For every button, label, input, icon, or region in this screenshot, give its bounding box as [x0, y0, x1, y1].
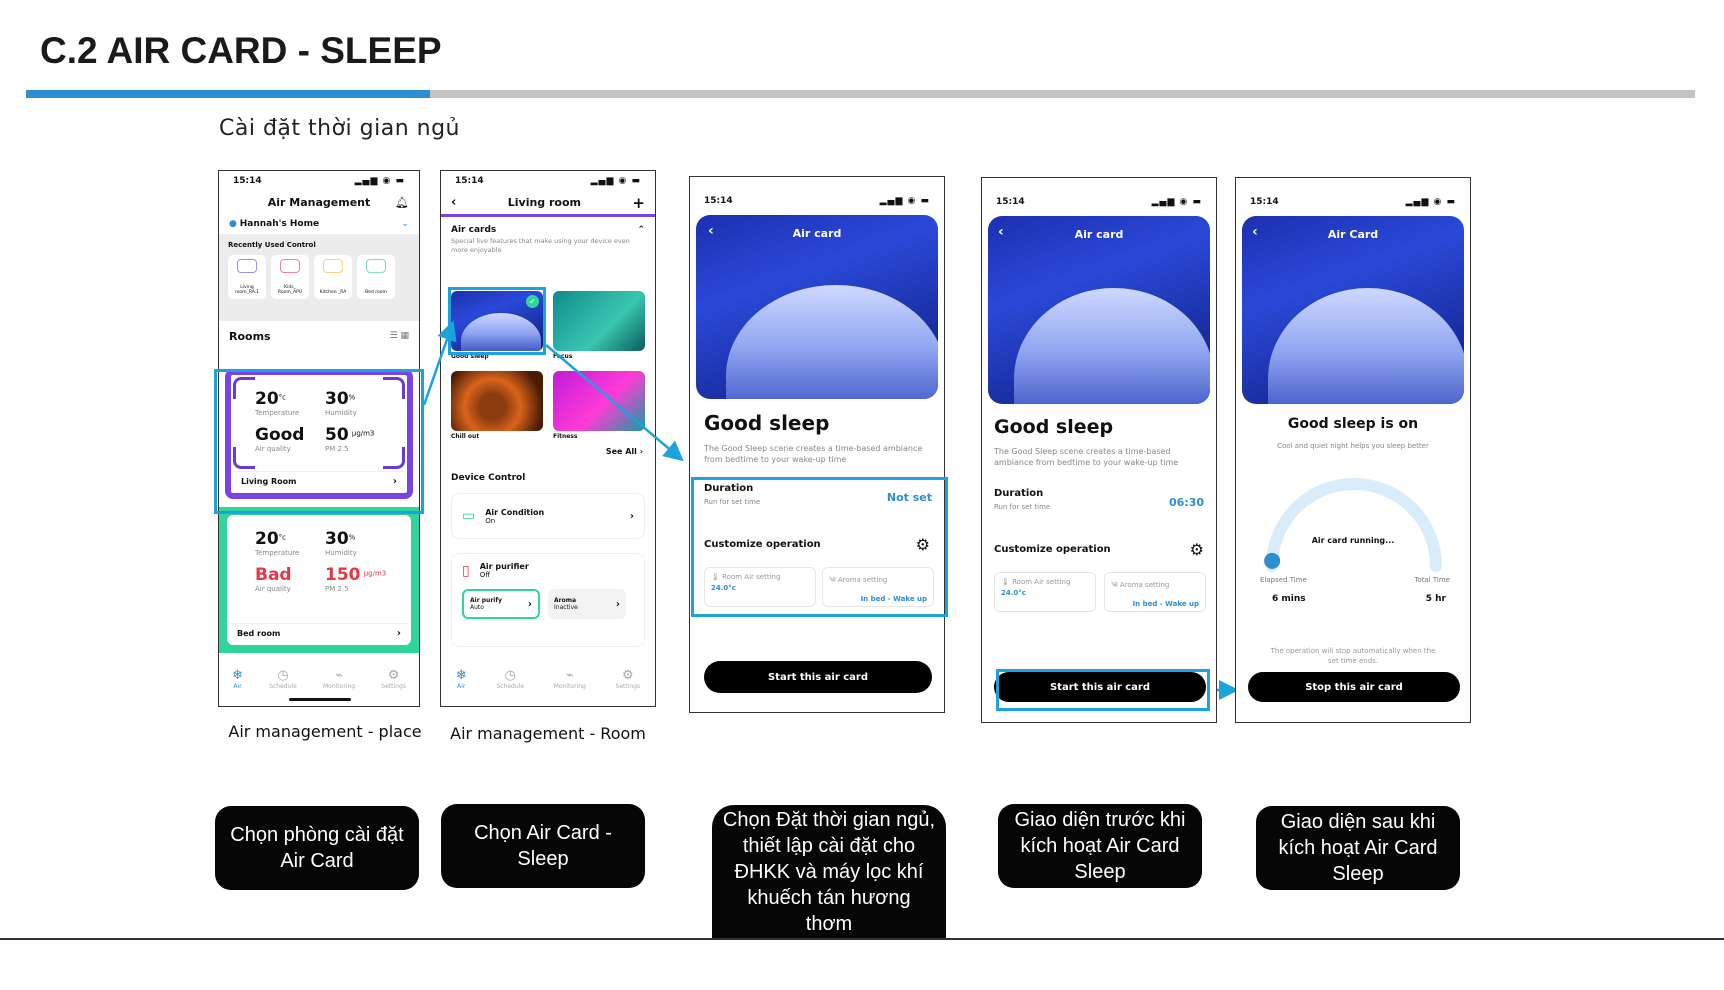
gear-icon[interactable]: ⚙	[915, 535, 930, 554]
temperature-unit: °c	[278, 533, 287, 542]
back-icon[interactable]: ‹	[451, 195, 457, 210]
tab-label: Air	[457, 683, 466, 690]
humidity-value: 30	[325, 389, 349, 409]
air-cards-label: Air cards	[451, 225, 497, 235]
tab-label: Settings	[381, 683, 406, 690]
clock-icon: ◷	[504, 668, 516, 683]
slide-subtitle: Cài đặt thời gian ngủ	[219, 116, 460, 141]
screen-title: Living room	[507, 196, 582, 209]
total-label: Total Time	[1414, 576, 1450, 584]
chevron-up-icon[interactable]: ⌃	[637, 225, 645, 235]
chevron-right-icon: ›	[396, 628, 401, 639]
total-value: 5 hr	[1425, 594, 1446, 604]
setting-value: In bed - Wake up	[860, 595, 927, 603]
card-description: The Good Sleep scene creates a time-based ambiance from bedtime to your wake-up time	[994, 447, 1179, 467]
recent-control-label: Living room_RA.1	[234, 285, 260, 295]
card-title: Good sleep is on	[1287, 416, 1419, 432]
progress-gauge	[1254, 466, 1454, 576]
setting-label: Aroma setting	[837, 576, 888, 584]
duration-sub: Run for set time	[994, 503, 1051, 511]
caption-room: Air management - Room	[450, 724, 646, 743]
device-name: Air Condition	[485, 507, 545, 517]
temperature-value: 20	[255, 389, 279, 409]
air-quality-value: Bad	[255, 565, 292, 585]
duration-label: Duration	[704, 483, 754, 494]
button-label: Start this air card	[767, 671, 869, 683]
arrow-room-to-card	[424, 325, 452, 405]
duration-row[interactable]	[994, 488, 1050, 511]
hero-image	[696, 215, 938, 399]
snowflake-icon: ❄	[455, 668, 467, 683]
card-title: Good sleep	[704, 411, 830, 435]
phone-air-card-setup	[689, 176, 945, 713]
device-name: Air purifier	[479, 562, 529, 571]
rooms-label: Rooms	[229, 329, 271, 343]
pm25-value: 50	[325, 425, 349, 445]
signal-icons: ▂▄▆ ◉ ▬	[1405, 197, 1456, 207]
pm25-unit: µg/m3	[351, 429, 375, 438]
hero-image	[988, 216, 1210, 404]
back-icon[interactable]: ‹	[708, 223, 714, 239]
view-toggle-icon[interactable]: ☰ ▦	[389, 331, 409, 341]
option-state: Inactive	[554, 604, 578, 611]
recent-control-label: Kids_ Room_APU	[277, 285, 303, 295]
status-bar	[690, 177, 944, 209]
card-description: Cool and quiet night helps you sleep better	[1277, 442, 1429, 450]
button-label: Start this air card	[1049, 681, 1151, 693]
option-name: Aroma	[554, 597, 577, 604]
auto-stop-note: The operation will stop automatically when the set time ends.	[1270, 647, 1436, 665]
button-label: Stop this air card	[1305, 681, 1403, 693]
tab-label: Air	[233, 683, 242, 690]
duration-value: 06:30	[1168, 496, 1204, 509]
phone-air-card-ready	[981, 177, 1217, 723]
screen-title: Air card	[792, 227, 842, 240]
thermometer-icon: 🌡︎	[711, 573, 720, 581]
tab-label: Monitoring	[553, 683, 586, 690]
pm25-unit: µg/m3	[363, 569, 387, 578]
chart-icon: ⌁	[565, 668, 574, 683]
device-state: Off	[479, 571, 491, 579]
recent-control-label: Bed room	[365, 290, 387, 295]
signal-icons: ▂▄▆ ◉ ▬	[354, 176, 405, 186]
aroma-setting[interactable]	[1104, 572, 1206, 612]
chart-icon: ⌁	[335, 668, 343, 683]
phone-air-card-running	[1235, 177, 1471, 723]
card-label: Chill out	[451, 433, 480, 440]
pm25-label: PM 2.5	[325, 445, 349, 453]
temperature-label: Temperature	[255, 409, 300, 417]
setting-label: Room Air setting	[722, 573, 781, 581]
gear-icon[interactable]: ⚙	[1189, 540, 1204, 559]
air-quality-label: Air quality	[255, 445, 291, 453]
duration-label: Duration	[994, 488, 1044, 499]
room-name: Living Room	[241, 477, 297, 486]
setting-label: Room Air setting	[1012, 578, 1071, 586]
option-state: Auto	[470, 604, 484, 611]
plus-icon[interactable]: +	[632, 193, 645, 212]
card-description: The Good Sleep scene creates a time-based ambiance from bedtime to your wake-up time	[704, 444, 923, 464]
see-all-label: See All	[605, 447, 637, 456]
chevron-right-icon: ›	[527, 598, 532, 610]
slide-title: C.2 AIR CARD - SLEEP	[40, 30, 442, 71]
card-title: Good sleep	[994, 416, 1114, 438]
location-name: Hannah's Home	[239, 218, 320, 229]
bottom-rule	[0, 938, 1724, 940]
back-icon[interactable]: ‹	[998, 224, 1004, 240]
setting-value: In bed - Wake up	[1132, 600, 1199, 608]
pm25-value: 150	[325, 565, 361, 585]
air-quality-value: Good	[255, 425, 305, 445]
elapsed-label: Elapsed Time	[1260, 576, 1307, 584]
bell-icon[interactable]: 🔔︎	[395, 195, 409, 209]
hero-image	[1242, 216, 1464, 404]
device-control-label: Device Control	[451, 473, 526, 483]
status-bar	[1236, 178, 1470, 210]
pin-icon: ●	[229, 218, 237, 229]
screen-title: Air Card	[1327, 228, 1379, 241]
temperature-unit: °c	[278, 393, 287, 402]
humidity-label: Humidity	[325, 409, 357, 417]
pm25-label: PM 2.5	[325, 585, 349, 593]
status-time: 15:14	[996, 197, 1025, 207]
clock-icon: ◷	[277, 668, 289, 683]
status-time: 15:14	[704, 196, 733, 206]
chevron-right-icon: ›	[615, 598, 620, 610]
tab-label: Schedule	[269, 683, 297, 690]
room-name: Bed room	[237, 629, 281, 638]
status-time: 15:14	[233, 176, 262, 186]
card-label: Good sleep	[451, 353, 489, 360]
gauge-progress-knob	[1264, 553, 1280, 569]
card-label: Fitness	[553, 433, 578, 440]
screen-title: Air Management	[267, 195, 371, 209]
status-bar	[982, 178, 1216, 210]
recent-label: Recently Used Control	[228, 241, 316, 249]
start-air-card-button[interactable]	[704, 661, 932, 693]
humidity-unit: %	[348, 533, 356, 542]
callout-step-2: Chọn Air Card - Sleep	[441, 804, 645, 888]
tab-label: Schedule	[496, 683, 525, 690]
chevron-right-icon: ›	[629, 510, 634, 522]
aroma-icon: ༄	[1111, 581, 1118, 589]
air-condition-icon: ▭	[462, 508, 476, 524]
customize-label: Customize operation	[994, 544, 1111, 555]
air-cards-description: Special live features that make using your device even more enjoyable	[451, 237, 630, 254]
gear-icon: ⚙	[387, 668, 400, 683]
air-quality-label: Air quality	[255, 585, 291, 593]
setting-value: 24.0°c	[1001, 589, 1026, 597]
humidity-label: Humidity	[325, 549, 357, 557]
signal-icons: ▂▄▆ ◉ ▬	[590, 176, 641, 186]
air-purifier-icon: ▯	[462, 562, 470, 579]
callout-step-3: Chọn Đặt thời gian ngủ, thiết lập cài đặt cho ĐHKK và máy lọc khí khuếch tán hương thơm	[712, 805, 946, 939]
humidity-value: 30	[325, 529, 349, 549]
temperature-value: 20	[255, 529, 279, 549]
customize-label: Customize operation	[704, 539, 821, 550]
setting-value: 24.0°c	[711, 584, 736, 592]
option-name: Air purify	[470, 597, 502, 604]
check-icon: ✓	[526, 295, 539, 308]
signal-icons: ▂▄▆ ◉ ▬	[879, 196, 930, 206]
status-time: 15:14	[455, 176, 484, 186]
highlight-duration-settings	[691, 477, 948, 617]
gear-icon: ⚙	[622, 668, 634, 683]
device-state: On	[485, 516, 496, 525]
tab-label: Settings	[615, 683, 641, 690]
back-icon[interactable]: ‹	[1252, 224, 1258, 240]
chevron-down-icon: ⌄	[401, 218, 409, 229]
thermometer-icon: 🌡︎	[1001, 578, 1010, 586]
gauge-track	[1272, 484, 1436, 566]
chevron-right-icon: ›	[392, 476, 397, 487]
room-air-setting[interactable]	[994, 572, 1096, 612]
callout-step-4: Giao diện trước khi kích hoạt Air Card Sleep	[998, 804, 1202, 888]
callout-step-1: Chọn phòng cài đặt Air Card	[215, 806, 419, 890]
recent-control-label: Kitchen _RA	[319, 290, 347, 295]
stop-air-card-button[interactable]	[1248, 672, 1460, 702]
tab-label: Monitoring	[322, 683, 356, 690]
duration-value: Not set	[886, 491, 932, 504]
screen-title: Air card	[1074, 228, 1124, 241]
humidity-unit: %	[348, 393, 356, 402]
see-all-link[interactable]: See All ›	[605, 447, 643, 456]
caption-place: Air management - place	[228, 722, 422, 741]
temperature-label: Temperature	[255, 549, 300, 557]
aroma-icon: ༄	[829, 576, 836, 584]
elapsed-value: 6 mins	[1272, 594, 1306, 604]
highlight-start-button	[996, 669, 1210, 711]
duration-sub: Run for set time	[704, 498, 761, 506]
snowflake-icon: ❄	[232, 668, 243, 683]
status-time: 15:14	[1250, 197, 1279, 207]
arrow-card-to-detail	[546, 345, 680, 458]
running-status: Air card running...	[1311, 536, 1395, 545]
setting-label: Aroma setting	[1119, 581, 1170, 589]
card-label: Focus	[553, 353, 573, 360]
signal-icons: ▂▄▆ ◉ ▬	[1151, 197, 1202, 207]
callout-step-5: Giao diện sau khi kích hoạt Air Card Sleep	[1256, 806, 1460, 890]
